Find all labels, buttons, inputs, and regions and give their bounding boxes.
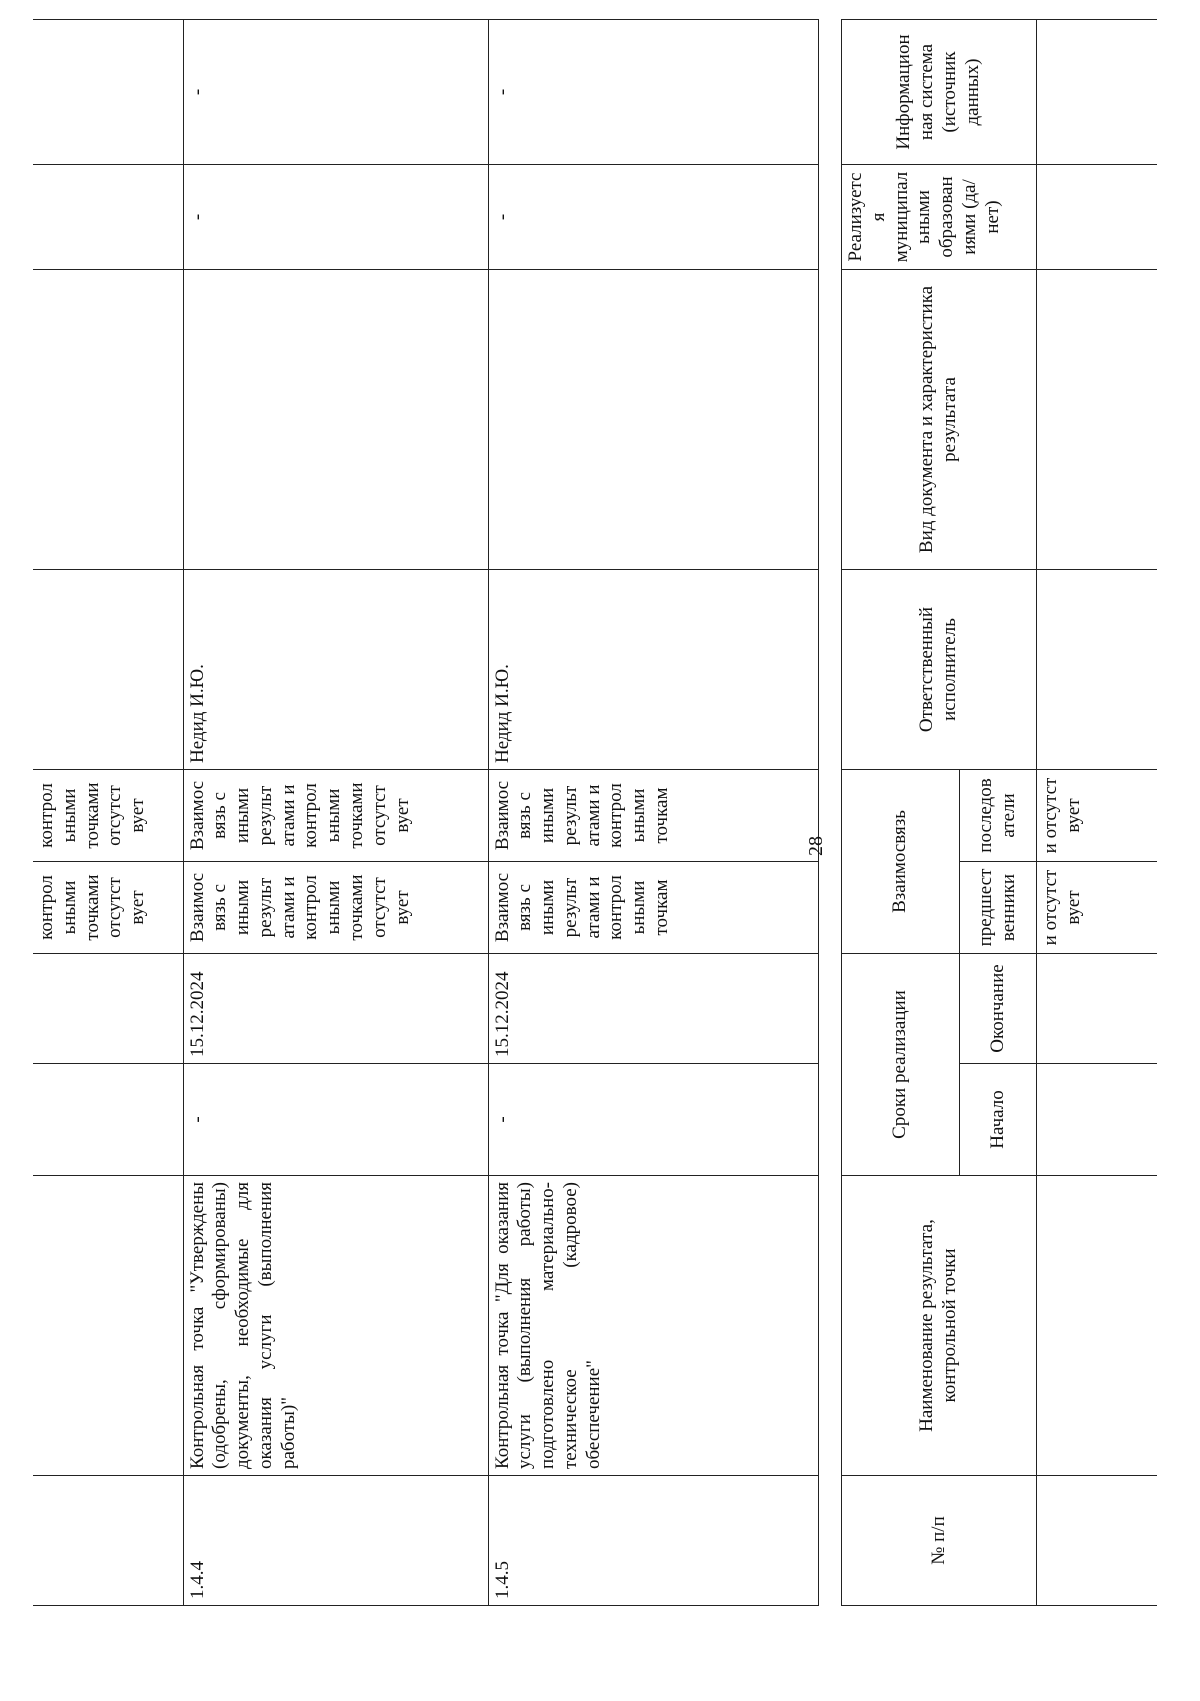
cell-num: [1037, 1476, 1157, 1606]
cell-start: -: [183, 1064, 488, 1176]
header-row: [842, 20, 960, 1606]
cell-name: Контрольная точка "Утверждены (одобрены, сформированы) документы, необходимые для оказания услуги (выполнения работы)": [183, 1176, 488, 1476]
header-table: [841, 19, 1157, 1606]
cell-succ: и отсутст вует: [1037, 770, 1157, 862]
header-start: Начало: [960, 1064, 1037, 1176]
cell-resp: [33, 570, 183, 770]
cell-resp: Недид И.Ю.: [183, 570, 488, 770]
header-pred: предшест венники: [960, 862, 1037, 954]
cell-mun: -: [183, 165, 488, 270]
cell-mun: [1037, 165, 1157, 270]
cell-succ: Взаимос вязь с иными результ атами и контрол ьными точкам: [488, 770, 818, 862]
table-row: [33, 20, 183, 1606]
cell-end: 15.12.2024: [183, 954, 488, 1064]
header-terms: Сроки реализации: [842, 954, 960, 1176]
cell-start: [33, 1064, 183, 1176]
cell-info: -: [183, 20, 488, 165]
header-doc: Вид документа и характеристика результата: [842, 270, 1037, 570]
cell-succ: Взаимос вязь с иными результ атами и контрол ьными точками отсутст вует: [183, 770, 488, 862]
header-num: № п/п: [842, 1476, 1037, 1606]
cell-end: 15.12.2024: [488, 954, 818, 1064]
cell-end: [33, 954, 183, 1064]
cell-doc: [183, 270, 488, 570]
cell-succ: контрол ьными точками отсутст вует: [33, 770, 183, 862]
cell-num: [33, 1476, 183, 1606]
cell-end: [1037, 954, 1157, 1064]
header-name: Наименование результата, контрольной точки: [842, 1176, 1037, 1476]
cell-name: [1037, 1176, 1157, 1476]
cell-start: [1037, 1064, 1157, 1176]
table-row: [488, 20, 818, 1606]
header-mun: Реализуетс я муниципал ьными образован иями (да/нет): [842, 165, 1037, 270]
cell-pred: и отсутст вует: [1037, 862, 1157, 954]
cell-doc: [1037, 270, 1157, 570]
cell-pred: Взаимос вязь с иными результ атами и контрол ьными точками отсутст вует: [183, 862, 488, 954]
continuation-table: [33, 19, 819, 1606]
cell-doc: [33, 270, 183, 570]
cell-start: -: [488, 1064, 818, 1176]
cell-mun: [33, 165, 183, 270]
cell-doc: [488, 270, 818, 570]
cell-pred: контрол ьными точками отсутст вует: [33, 862, 183, 954]
cell-info: -: [488, 20, 818, 165]
cell-name: [33, 1176, 183, 1476]
cell-num: 1.4.5: [488, 1476, 818, 1606]
header-info: Информацион ная система (источник данных): [842, 20, 1037, 165]
cell-resp: Недид И.Ю.: [488, 570, 818, 770]
header-end: Окончание: [960, 954, 1037, 1064]
cell-info: [1037, 20, 1157, 165]
cell-info: [33, 20, 183, 165]
page-number: 28: [805, 836, 827, 856]
cell-name: Контрольная точка "Для оказания услуги (выполнения работы) подготовлено материально-техническое (кадровое) обеспечение": [488, 1176, 818, 1476]
header-succ: последов атели: [960, 770, 1037, 862]
cell-pred: Взаимос вязь с иными результ атами и контрол ьными точкам: [488, 862, 818, 954]
table-row: [1037, 20, 1157, 1606]
header-link: Взаимосвязь: [842, 770, 960, 954]
table-row: [183, 20, 488, 1606]
cell-resp: [1037, 570, 1157, 770]
cell-mun: -: [488, 165, 818, 270]
cell-num: 1.4.4: [183, 1476, 488, 1606]
header-resp: Ответственный исполнитель: [842, 570, 1037, 770]
